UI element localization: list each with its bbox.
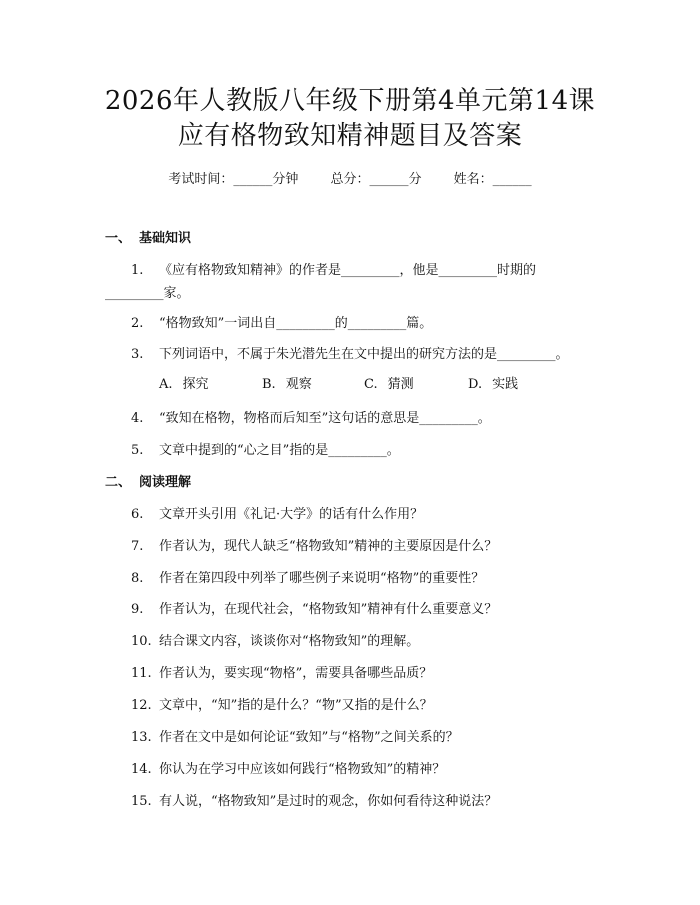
question-item [131, 633, 419, 651]
section-heading [105, 230, 191, 248]
question-item [131, 442, 400, 460]
question-item [131, 793, 497, 811]
option-text: 观察 [285, 377, 312, 392]
question-text: 文章中，“知”指的是什么？“物”又指的是什么？ [159, 698, 433, 713]
question-text: 文章开头引用《礼记·大学》的话有什么作用？ [159, 507, 424, 522]
question-number: 12. [131, 698, 152, 713]
question-item [131, 601, 497, 619]
question-text: 结合课文内容，谈谈你对“格物致知”的理解。 [159, 634, 420, 649]
question-text: 作者认为，现代人缺乏“格物致知”精神的主要原因是什么？ [159, 539, 498, 554]
question-item [131, 315, 432, 333]
question-text: 作者在第四段中列举了哪些例子来说明“格物”的重要性？ [159, 571, 485, 586]
exam-info [0, 171, 700, 189]
question-text: 有人说，“格物致知”是过时的观念，你如何看待这种说法？ [159, 794, 498, 809]
question-item [131, 570, 484, 588]
page-title-line2: 应有格物致知精神题目及答案 [177, 121, 523, 151]
question-text: “格物致知”一词出自_________的_________篇。 [159, 316, 433, 331]
option-letter: A. [159, 377, 173, 392]
exam-time-field: 考试时间：______分钟 [168, 172, 299, 187]
question-text: 作者认为，在现代社会，“格物致知”精神有什么重要意义？ [159, 602, 498, 617]
question-number: 4. [131, 411, 144, 426]
option-c [364, 376, 414, 394]
question-number: 14. [131, 762, 152, 777]
question-number: 13. [131, 730, 152, 745]
section-title: 阅读理解 [139, 475, 192, 490]
question-item [131, 729, 459, 747]
section-heading [105, 474, 191, 492]
option-text: 猜测 [387, 377, 414, 392]
question-number: 2. [131, 316, 144, 331]
question-item [131, 262, 536, 280]
question-number: 1. [131, 263, 144, 278]
question-item [131, 697, 433, 715]
option-text: 实践 [492, 377, 519, 392]
question-number: 15. [131, 794, 152, 809]
page-title-line1: 2026年人教版八年级下册第4单元第14课 [104, 86, 596, 116]
question-item [131, 410, 491, 428]
option-b [262, 376, 312, 394]
question-text: 作者在文中是如何论证“致知”与“格物”之间关系的？ [159, 730, 459, 745]
question-item [131, 346, 569, 364]
question-text: 你认为在学习中应该如何践行“格物致知”的精神？ [159, 762, 446, 777]
option-letter: D. [468, 377, 483, 392]
student-name-field: 姓名：______ [453, 172, 532, 187]
question-item [131, 538, 497, 556]
question-number: 6. [131, 507, 144, 522]
total-score-field: 总分：______分 [330, 172, 422, 187]
question-number: 3. [131, 347, 144, 362]
question-text: 《应有格物致知精神》的作者是_________，他是_________时期的 [159, 263, 537, 278]
question-number: 8. [131, 571, 144, 586]
option-letter: C. [364, 377, 378, 392]
question-item [131, 761, 445, 779]
section-number: 二、 [105, 475, 132, 490]
option-text: 探究 [182, 377, 209, 392]
question-text: 作者认为，要实现“物格”，需要具备哪些品质？ [159, 666, 433, 681]
question-text: 下列词语中，不属于朱光潜先生在文中提出的研究方法的是_________。 [159, 347, 569, 362]
option-letter: B. [262, 377, 276, 392]
question-item [131, 665, 432, 683]
question-item [131, 506, 423, 524]
section-number: 一、 [105, 231, 132, 246]
question-text: “致知在格物，物格而后知至”这句话的意思是_________。 [159, 411, 491, 426]
question-continuation: _________家。 [105, 286, 190, 301]
option-a [159, 376, 209, 394]
question-number: 11. [131, 666, 152, 681]
section-title: 基础知识 [139, 231, 192, 246]
question-number: 9. [131, 602, 144, 617]
question-number: 5. [131, 443, 144, 458]
question-text: 文章中提到的“心之目”指的是_________。 [159, 443, 400, 458]
question-number: 7. [131, 539, 144, 554]
question-number: 10. [131, 634, 152, 649]
option-d [468, 376, 518, 394]
